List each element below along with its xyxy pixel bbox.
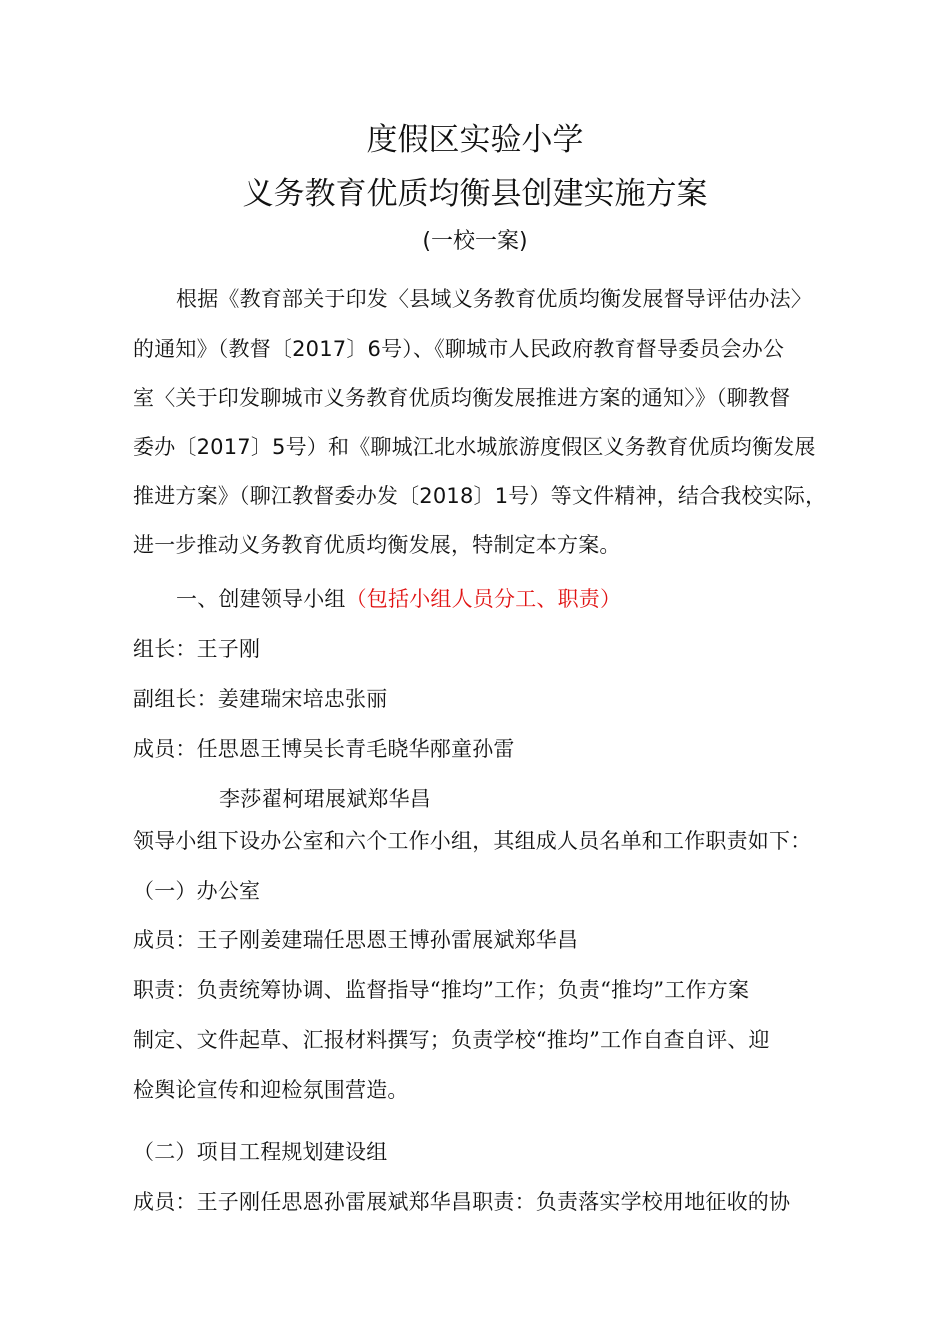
intro-line: 推进方案》（聊江教督委办发〔2018〕1号）等文件精神，结合我校实际， — [133, 484, 827, 508]
project-group-heading: （二）项目工程规划建设组 — [133, 1140, 388, 1164]
office-duty-line: 检舆论宣传和迎检氛围营造。 — [133, 1078, 409, 1102]
intro-line: 的通知》（教督〔2017〕6号）、《聊城市人民政府教育督导委员会办公 — [133, 337, 785, 361]
document-title-school: 度假区实验小学 — [366, 122, 584, 158]
office-duty-line: 制定、文件起草、汇报材料撰写；负责学校“推均”工作自查自评、迎 — [133, 1028, 770, 1052]
office-heading: （一）办公室 — [133, 879, 261, 903]
document-subtitle: (一校一案) — [422, 229, 528, 254]
section-heading-text: 一、创建领导小组 — [176, 587, 346, 611]
intro-line: 进一步推动义务教育优质均衡发展，特制定本方案。 — [133, 533, 621, 557]
section-heading-leadership — [176, 584, 621, 614]
intro-line: 委办〔2017〕5号）和《聊城江北水城旅游度假区义务教育优质均衡发展 — [133, 435, 816, 459]
group-leader: 组长：王子刚 — [133, 637, 261, 661]
group-deputy: 副组长：姜建瑞宋培忠张丽 — [133, 687, 388, 711]
group-setup-note: 领导小组下设办公室和六个工作小组，其组成人员名单和工作职责如下： — [133, 829, 812, 853]
section-heading-note: （包括小组人员分工、职责） — [345, 587, 622, 611]
intro-line: 根据《教育部关于印发〈县域义务教育优质均衡发展督导评估办法〉 — [176, 287, 812, 311]
document-title-plan: 义务教育优质均衡县创建实施方案 — [242, 176, 708, 212]
intro-line: 室〈关于印发聊城市义务教育优质均衡发展推进方案的通知〉》（聊教督 — [133, 386, 791, 410]
group-members-continued: 李莎翟柯珺展斌郑华昌 — [219, 787, 431, 811]
office-members: 成员：王子刚姜建瑞任思恩王博孙雷展斌郑华昌 — [133, 928, 579, 952]
project-group-members: 成员：王子刚任思恩孙雷展斌郑华昌职责：负责落实学校用地征收的协 — [133, 1190, 791, 1214]
group-members: 成员：任思恩王博吴长青毛晓华邴童孙雷 — [133, 737, 515, 761]
office-duty-line: 职责：负责统筹协调、监督指导“推均”工作；负责“推均”工作方案 — [133, 978, 750, 1002]
